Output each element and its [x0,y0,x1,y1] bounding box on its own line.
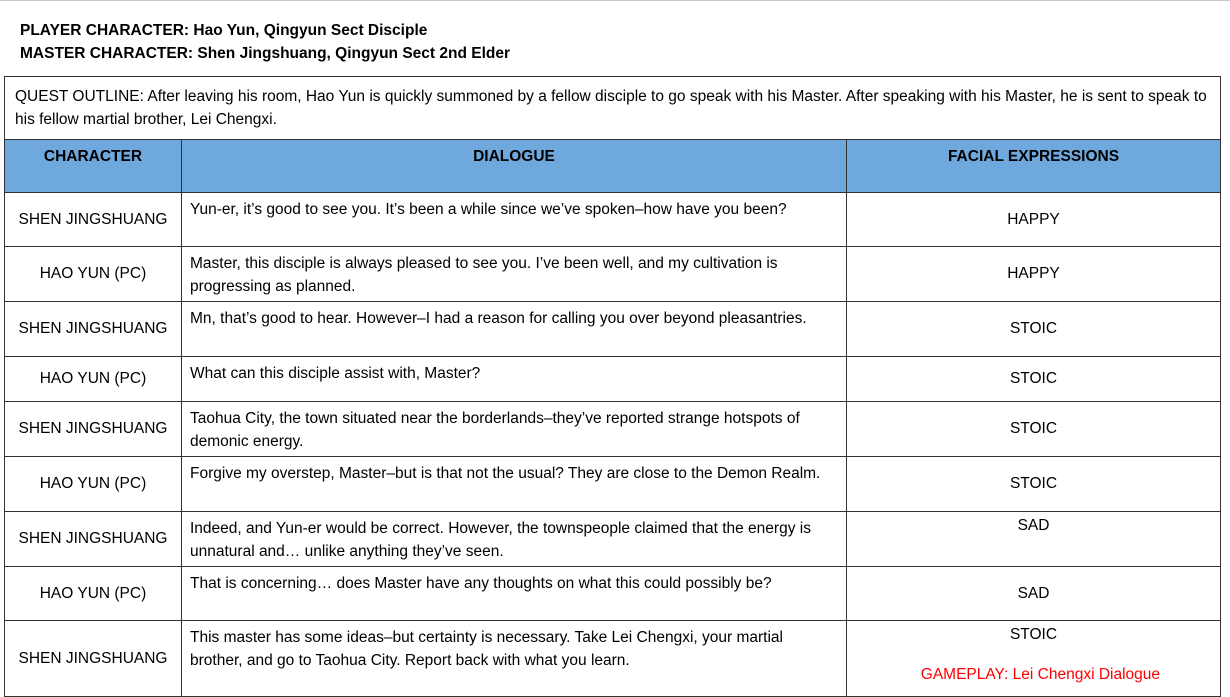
character-cell: SHEN JINGSHUANG [5,512,182,567]
column-header-dialogue: DIALOGUE [182,140,847,193]
column-header-character: CHARACTER [5,140,182,193]
table-row [5,512,1221,567]
dialogue-cell: Indeed, and Yun-er would be correct. However, the townspeople claimed that the energy is unnatural and… unlike anything they’ve seen. [182,512,847,567]
dialogue-cell: Forgive my overstep, Master–but is that not the usual? They are close to the Demon Realm. [182,457,847,512]
expression-label: STOIC [1009,320,1058,337]
expression-label: SAD [1017,517,1050,534]
dialogue-cell: This master has some ideas–but certainty is necessary. Take Lei Chengxi, your martial brother, and go to Taohua City. Report back with what you learn. [182,621,847,697]
character-cell: HAO YUN (PC) [5,247,182,302]
dialogue-cell: That is concerning… does Master have any thoughts on what this could possibly be? [182,567,847,621]
quest-outline: QUEST OUTLINE: After leaving his room, Hao Yun is quickly summoned by a fellow disciple to go speak with his Master. After speaking with his Master, he is sent to speak to his fellow martial brother, Lei Chengxi. [5,77,1221,140]
expression-label: STOIC [1009,420,1058,437]
table-row [5,247,1221,302]
top-divider [0,0,1230,1]
character-cell: HAO YUN (PC) [5,357,182,402]
dialogue-cell: Mn, that’s good to hear. However–I had a reason for calling you over beyond pleasantries. [182,302,847,357]
expression-label: HAPPY [1007,265,1060,282]
dialogue-cell: What can this disciple assist with, Master? [182,357,847,402]
expression-cell [847,512,1221,567]
expression-label: SAD [1017,584,1050,602]
character-cell: HAO YUN (PC) [5,567,182,621]
expression-cell [847,247,1221,302]
expression-label: HAPPY [1007,210,1060,228]
expression-cell [847,567,1221,621]
dialogue-cell: Taohua City, the town situated near the borderlands–they’ve reported strange hotspots of demonic energy. [182,402,847,457]
table-row [5,621,1221,697]
expression-cell [847,193,1221,247]
master-character-heading: MASTER CHARACTER: Shen Jingshuang, Qingyun Sect 2nd Elder [20,45,511,62]
table-row [5,302,1221,357]
expression-cell [847,621,1221,697]
table-row [5,457,1221,512]
expression-cell [847,302,1221,357]
expression-cell [847,457,1221,512]
character-cell: SHEN JINGSHUANG [5,402,182,457]
character-cell: SHEN JINGSHUANG [5,621,182,697]
gameplay-note: GAMEPLAY: Lei Chengxi Dialogue [920,666,1161,683]
character-cell: SHEN JINGSHUANG [5,193,182,247]
player-character-heading: PLAYER CHARACTER: Hao Yun, Qingyun Sect Disciple [20,22,428,39]
character-cell: HAO YUN (PC) [5,457,182,512]
table-row [5,402,1221,457]
expression-label: STOIC [1009,370,1058,387]
dialogue-cell: Master, this disciple is always pleased to see you. I’ve been well, and my cultivation is progressing as planned. [182,247,847,302]
character-cell: SHEN JINGSHUANG [5,302,182,357]
expression-cell [847,357,1221,402]
expression-label: STOIC [1009,475,1058,492]
table-row [5,357,1221,402]
column-header-facial-expressions: FACIAL EXPRESSIONS [847,140,1221,193]
dialogue-cell: Yun-er, it’s good to see you. It’s been a while since we’ve spoken–how have you been? [182,193,847,247]
table-row [5,567,1221,621]
table-row [5,193,1221,247]
expression-cell [847,402,1221,457]
dialogue-table [4,76,1221,697]
expression-label: STOIC [1009,626,1058,643]
